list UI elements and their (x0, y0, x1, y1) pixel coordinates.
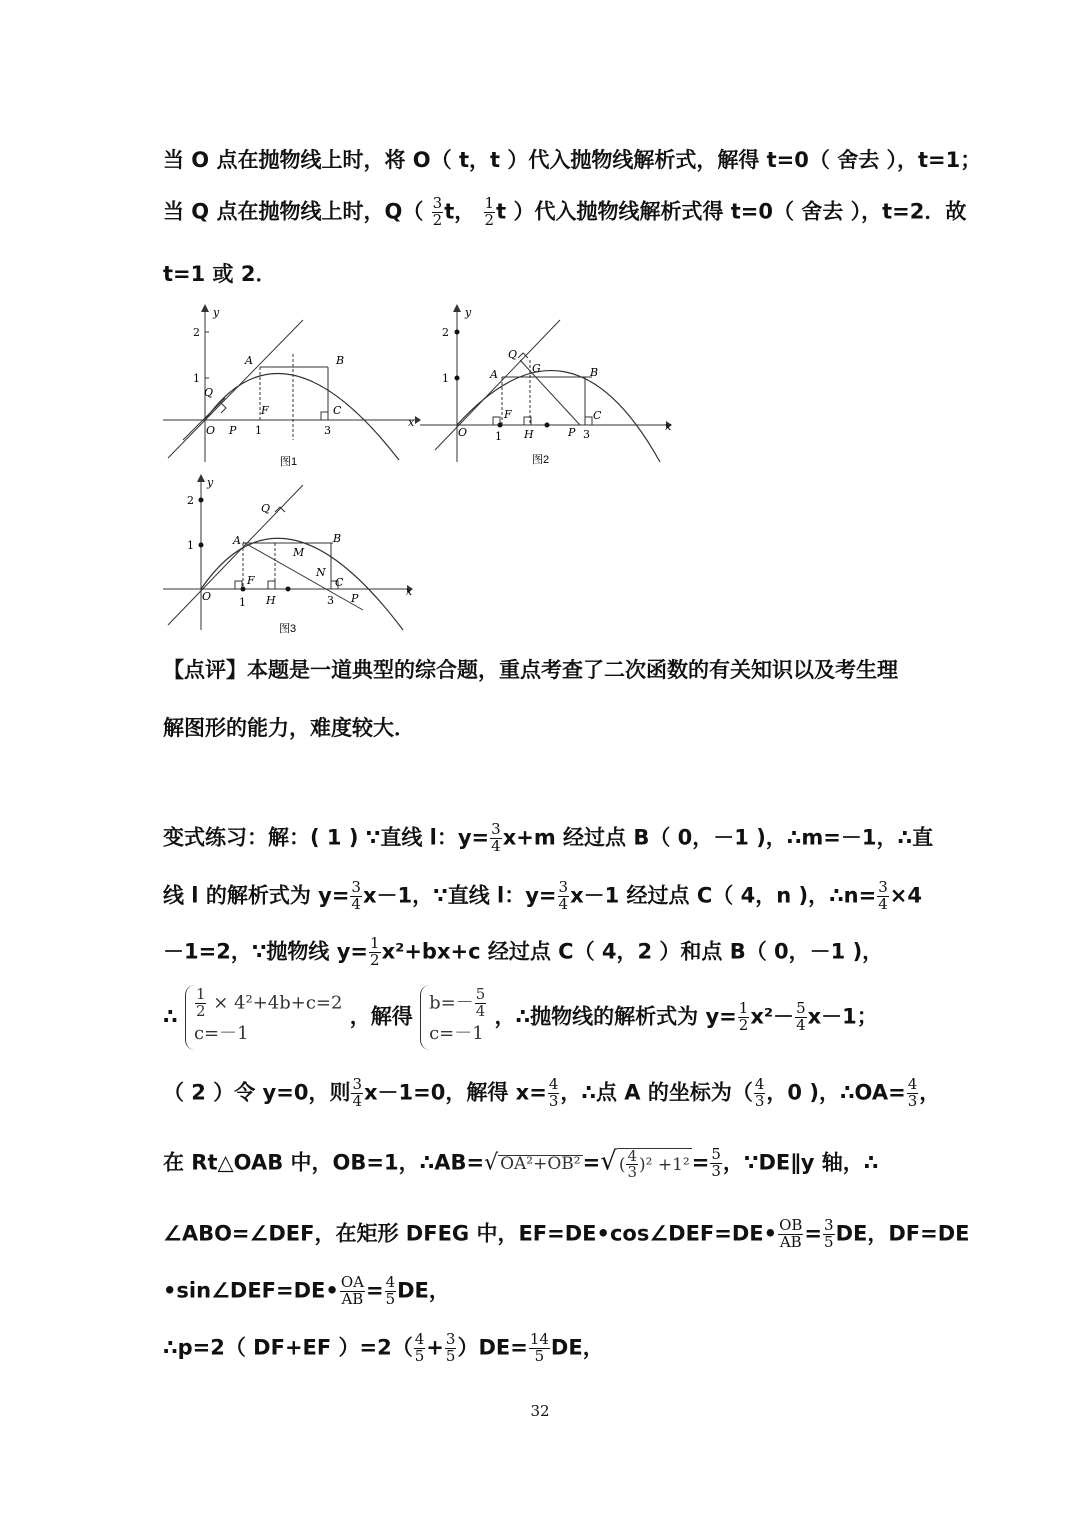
fraction: $\frac{1}{2}$ (370, 934, 380, 969)
point-label: C (333, 404, 342, 417)
exercise-line: ∴ $\frac{1}{2}$ × 4²+4b+c=2 c=－1 ，解得 b=－ $\frac{5}{4}$ c=－1 ，∴抛物线的解析式为 y= $\frac{1}{2}$ x²－ $\frac{5}{4}$ x－1； (163, 985, 878, 1050)
equation-system: b=－ $\frac{5}{4}$ c=－1 (420, 985, 487, 1050)
point-label: P (568, 426, 576, 439)
axis-label-x: x (406, 585, 413, 598)
point-label: M (293, 546, 305, 559)
fraction: $\frac{3}{4}$ (491, 820, 501, 855)
tick-label: 2 (193, 326, 200, 339)
tick-label: 1 (187, 539, 194, 552)
text-line: 当 O 点在抛物线上时，将 O（ t，t ）代入抛物线解析式，解得 t=0（ 舍去 ），t=1； (163, 148, 982, 172)
point-label: C (593, 409, 602, 422)
exercise-line: •sin∠DEF=DE• $\frac{OA}{AB}$ = $\frac{4}{5}$ DE， (163, 1273, 450, 1308)
fraction: $\frac{3}{4}$ (558, 878, 569, 913)
point-label: F (247, 574, 255, 587)
fraction: $\frac{OB}{AB}$ (779, 1216, 803, 1251)
fraction: $\frac{3}{4}$ (351, 878, 361, 913)
point-label: P (351, 592, 359, 605)
tick-label: 1 (255, 424, 262, 437)
fraction: $\frac{14}{5}$ (529, 1330, 549, 1365)
fraction: $\frac{1}{2}$ (738, 999, 749, 1035)
tick-label: 3 (324, 424, 331, 437)
figure-1 (163, 300, 423, 472)
exercise-line: （ 2 ）令 y=0，则 $\frac{3}{4}$ x－1=0，解得 x= $\frac{4}{3}$ ，∴点 A 的坐标为（ $\frac{4}{3}$ ，0 )，∴OA= $\frac{4}{3}$ ， (163, 1075, 941, 1110)
tick-label: 1 (239, 596, 246, 609)
text-line: 当 Q 点在抛物线上时，Q（ $\frac{3}{2}$ t， $\frac{1}{2}$ t ）代入抛物线解析式得 t=0（ 舍去 ），t=2．故 (163, 194, 967, 229)
fraction: $\frac{4}{3}$ (907, 1075, 918, 1110)
review-line: 解图形的能力，难度较大． (163, 716, 415, 740)
point-label: B (590, 366, 599, 379)
sqrt-expression: ( $\frac{4}{3}$ )² +1² (618, 1146, 690, 1182)
tick-label: 1 (193, 372, 200, 385)
fraction: $\frac{3}{5}$ (445, 1330, 456, 1365)
point-label: A (233, 534, 241, 547)
point-label: H (524, 428, 534, 441)
fraction: $\frac{4}{3}$ (548, 1075, 559, 1110)
page-number: 32 (530, 1402, 550, 1420)
point-label: C (335, 576, 344, 589)
fraction: $\frac{4}{5}$ (414, 1330, 425, 1365)
tick-label: 1 (442, 372, 449, 385)
tick-label: 3 (327, 594, 334, 607)
axis-label-y: y (207, 476, 214, 489)
point-label: P (229, 424, 237, 437)
figure-caption: 图2 (532, 454, 550, 466)
exercise-line: 在 Rt△OAB 中，OB=1，∴AB=√ OA²+OB²=√ ( $\frac{4}{3}$ )² +1²= $\frac{5}{3}$ ，∵DE∥y 轴，∴ (163, 1145, 879, 1182)
fraction: $\frac{5}{4}$ (796, 999, 806, 1035)
point-label: Q (508, 348, 518, 361)
tick-label: 2 (442, 326, 449, 339)
axis-label-y: y (213, 306, 220, 319)
point-label: O (458, 426, 468, 439)
point-label: O (202, 590, 212, 603)
exercise-line: ∠ABO=∠DEF，在矩形 DFEG 中，EF=DE•cos∠DEF=DE• $\frac{OB}{AB}$ = $\frac{3}{5}$ DE，DF=DE (163, 1216, 970, 1251)
point-label: B (333, 532, 342, 545)
tick-label: 3 (583, 428, 590, 441)
point-label: A (490, 368, 498, 381)
figure-3 (163, 470, 423, 640)
tick-label: 2 (187, 494, 194, 507)
point-label: G (532, 362, 541, 375)
review-line: 【点评】本题是一道典型的综合题，重点考查了二次函数的有关知识以及考生理 (163, 658, 898, 682)
figure-caption: 图1 (280, 456, 298, 468)
exercise-line: 变式练习：解：( 1 ) ∵直线 l：y= $\frac{3}{4}$ x+m 经过点 B（ 0，－1 )，∴m=－1，∴直 (163, 820, 934, 855)
exercise-line: ∴p=2（ DF+EF ）=2（ $\frac{4}{5}$ + $\frac{3}{5}$ ）DE= $\frac{14}{5}$ DE， (163, 1330, 604, 1365)
exercise-line: 线 l 的解析式为 y= $\frac{3}{4}$ x－1，∵直线 l：y= $\frac{3}{4}$ x－1 经过点 C（ 4，n )，∴n= $\frac{3}{4}$ ×4 (163, 878, 922, 913)
figure-2 (420, 300, 682, 472)
exercise-line: －1=2，∵抛物线 y= $\frac{1}{2}$ x²+bx+c 经过点 C（ 4，2 ）和点 B（ 0，－1 )， (163, 934, 884, 969)
fraction: $\frac{4}{3}$ (754, 1075, 765, 1110)
sqrt-expression: OA²+OB² (500, 1154, 581, 1175)
point-label: N (316, 566, 326, 579)
axis-label-y: y (465, 306, 472, 319)
fraction: $\frac{5}{3}$ (711, 1145, 721, 1180)
fraction: $\frac{3}{2}$ (432, 194, 443, 229)
equation-system: $\frac{1}{2}$ × 4²+4b+c=2 c=－1 (185, 985, 343, 1050)
fraction: $\frac{3}{4}$ (878, 878, 888, 913)
figure-caption: 图3 (279, 623, 297, 635)
point-label: B (336, 354, 345, 367)
fraction: $\frac{3}{5}$ (824, 1216, 834, 1251)
tick-label: 1 (495, 430, 502, 443)
point-label: Q (204, 386, 214, 399)
point-label: H (266, 594, 276, 607)
point-label: Q (261, 502, 271, 515)
fraction: $\frac{OA}{AB}$ (340, 1273, 364, 1308)
point-label: O (206, 424, 216, 437)
point-label: A (245, 354, 253, 367)
axis-label-x: x (408, 416, 415, 429)
point-label: F (261, 404, 269, 417)
point-label: F (504, 408, 512, 421)
text-line: t=1 或 2． (163, 262, 277, 286)
fraction: $\frac{3}{4}$ (352, 1075, 362, 1110)
axis-label-x: x (665, 420, 672, 433)
fraction: $\frac{4}{5}$ (385, 1273, 396, 1308)
fraction: $\frac{1}{2}$ (484, 194, 495, 229)
